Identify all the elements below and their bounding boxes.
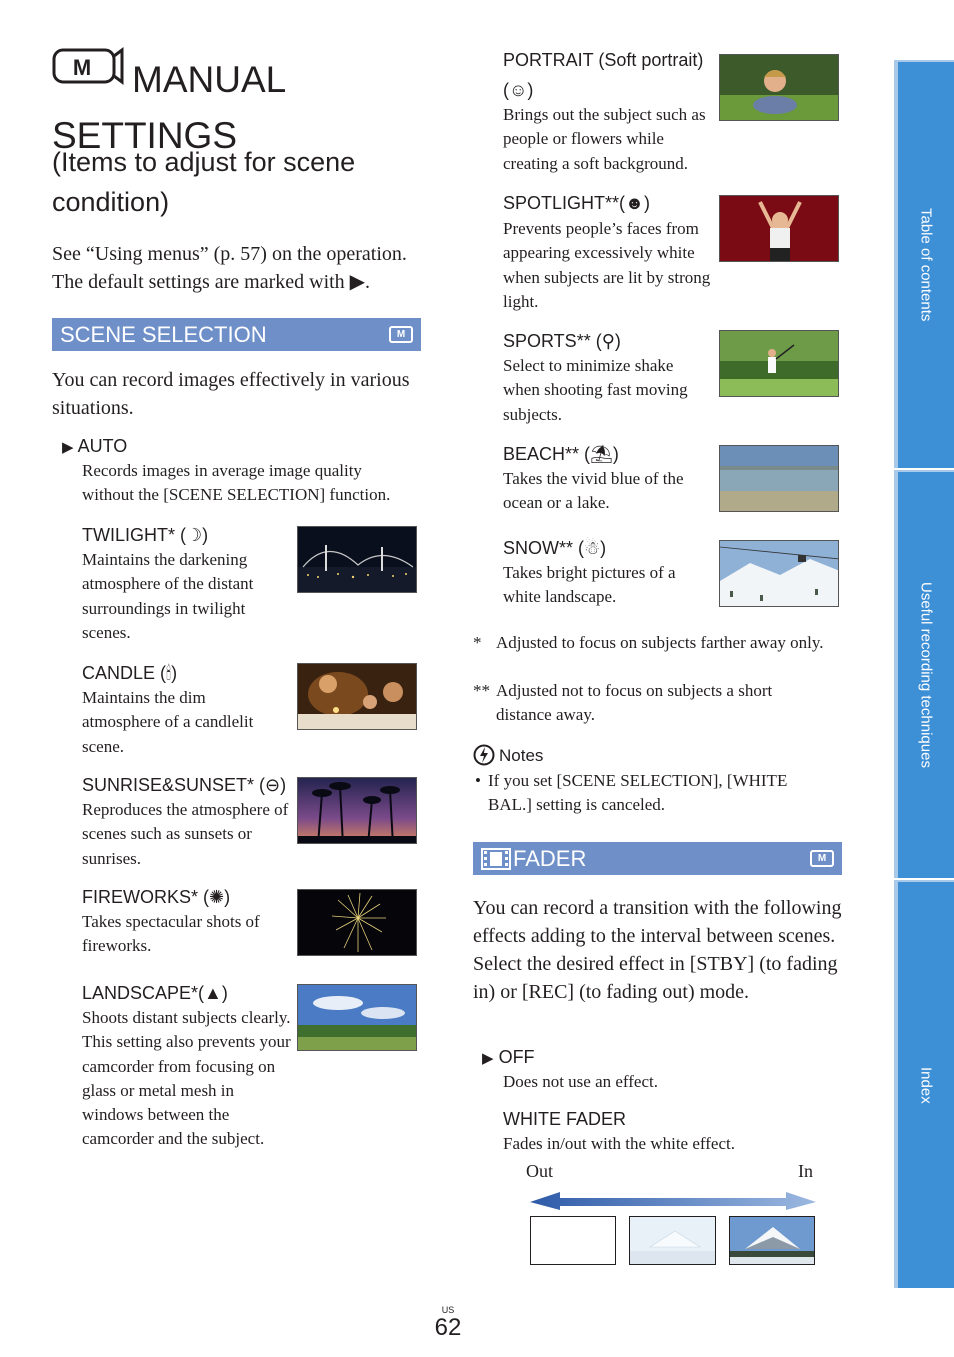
option-fireworks-title: FIREWORKS* (✺): [82, 887, 231, 907]
candle-photo: [297, 663, 417, 730]
page-number: [430, 1305, 466, 1341]
option-twilight-title: TWILIGHT* (☽): [82, 525, 209, 545]
option-auto-title: [62, 434, 127, 460]
fader-frame-white: [530, 1216, 616, 1265]
fader-description: You can record a transition with the following effects adding to the interval between scenes. Select the desired effect in [STBY] (to fading in) or [REC] (to fading out) mode.: [473, 897, 842, 1003]
fireworks-photo: [297, 889, 417, 956]
fader-frame-mid: [629, 1216, 716, 1265]
notes-bullet: •: [475, 771, 481, 790]
manual-mode-icon-label: M: [72, 55, 92, 80]
option-portrait-icon-label: (☺): [503, 80, 534, 100]
footnote-text-2: Adjusted not to focus on subjects a short distance away.: [496, 681, 773, 724]
option-auto-label: AUTO: [77, 436, 128, 456]
tab-index[interactable]: [894, 880, 954, 1288]
twilight-photo: [297, 526, 417, 593]
page-region: US: [441, 1305, 455, 1315]
footnote-mark-2: **: [473, 681, 490, 700]
footnote-text-1: Adjusted to focus on subjects farther away only.: [496, 633, 824, 652]
fader-out-label: Out: [526, 1161, 553, 1181]
fader-arrow: [530, 1190, 816, 1210]
spotlight-photo: [719, 195, 839, 262]
page-title-line1: MANUAL: [132, 59, 287, 100]
option-landscape-desc: Shoots distant subjects clearly. This setting also prevents your camcorder from focusing on glass or metal mesh in windows between the camcorder and the subject.: [82, 1008, 291, 1149]
fader-off-label: OFF: [498, 1047, 535, 1067]
notes-title: Notes: [499, 746, 544, 765]
tab-useful-recording-techniques[interactable]: [894, 470, 954, 878]
notes-text: If you set [SCENE SELECTION], [WHITE BAL.] setting is canceled.: [488, 771, 788, 814]
fader-frame-full: [729, 1216, 815, 1265]
scene-selection-description: You can record images effectively in various situations.: [52, 369, 410, 419]
fader-white-desc: Fades in/out with the white effect.: [503, 1134, 735, 1153]
fader-in-label: In: [798, 1161, 813, 1181]
option-twilight-desc: Maintains the darkening atmosphere of the distant surroundings in twilight scenes.: [82, 550, 254, 642]
option-spotlight-title: SPOTLIGHT**(☻): [503, 193, 650, 213]
default-marker-icon: ▶: [62, 439, 74, 456]
film-icon: [481, 848, 511, 870]
footnote-mark-1: *: [473, 633, 482, 652]
option-candle-title: CANDLE (🕯): [82, 663, 178, 683]
option-sunrise-sunset-desc: Reproduces the atmosphere of scenes such as sunsets or sunrises.: [82, 800, 289, 868]
option-auto-desc: Records images in average image quality without the [SCENE SELECTION] function.: [82, 461, 391, 505]
page-number-value: 62: [434, 1314, 462, 1341]
option-sports-title: SPORTS** (⚲): [503, 331, 621, 351]
option-beach-desc: Takes the vivid blue of the ocean or a lake.: [503, 469, 684, 513]
notes-icon: [473, 744, 495, 766]
option-spotlight-desc: Prevents people’s faces from appearing excessively white when subjects are lit by strong light.: [503, 219, 711, 311]
page-title-line2: SETTINGS: [52, 115, 238, 156]
default-marker-icon: ▶: [482, 1050, 494, 1067]
option-beach-title: BEACH** (⛱): [503, 444, 619, 464]
option-snow-desc: Takes bright pictures of a white landscape.: [503, 563, 676, 607]
intro-line2: The default settings are marked with ▶.: [52, 271, 371, 293]
option-portrait-title: PORTRAIT (Soft portrait): [503, 50, 704, 70]
option-fireworks-desc: Takes spectacular shots of fireworks.: [82, 912, 260, 956]
option-snow-title: SNOW** (☃): [503, 538, 607, 558]
sunset-photo: [297, 777, 417, 844]
scene-selection-header: [52, 318, 421, 351]
fader-title: FADER: [513, 846, 587, 871]
tab-index-label: Index: [917, 1066, 935, 1104]
fader-off-title: [482, 1045, 535, 1071]
option-landscape-title: LANDSCAPE*(▲): [82, 983, 228, 1003]
intro-text: [52, 240, 432, 296]
fader-white-title: WHITE FADER: [503, 1109, 627, 1129]
page-subtitle: (Items to adjust for scene condition): [52, 147, 356, 217]
landscape-photo: [297, 984, 417, 1051]
scene-selection-title: SCENE SELECTION: [60, 322, 267, 347]
manual-mode-icon: M: [389, 326, 413, 343]
sports-photo: [719, 330, 839, 397]
manual-mode-icon: M: [810, 850, 834, 867]
tab-table-of-contents[interactable]: [894, 60, 954, 468]
option-sunrise-sunset-title: SUNRISE&SUNSET* (⊖): [82, 775, 287, 795]
tab-table-of-contents-label: Table of contents: [917, 208, 935, 322]
tab-useful-recording-techniques-label: Useful recording techniques: [917, 582, 935, 768]
beach-photo: [719, 445, 839, 512]
option-portrait-desc: Brings out the subject such as people or flowers while creating a soft background.: [503, 105, 706, 173]
snow-photo: [719, 540, 839, 607]
fader-header: [473, 842, 842, 875]
option-candle-desc: Maintains the dim atmosphere of a candlelit scene.: [82, 688, 254, 756]
portrait-photo: [719, 54, 839, 121]
intro-line1: See “Using menus” (p. 57) on the operation.: [52, 243, 407, 265]
option-sports-desc: Select to minimize shake when shooting fast moving subjects.: [503, 356, 688, 424]
fader-off-desc: Does not use an effect.: [503, 1072, 658, 1091]
